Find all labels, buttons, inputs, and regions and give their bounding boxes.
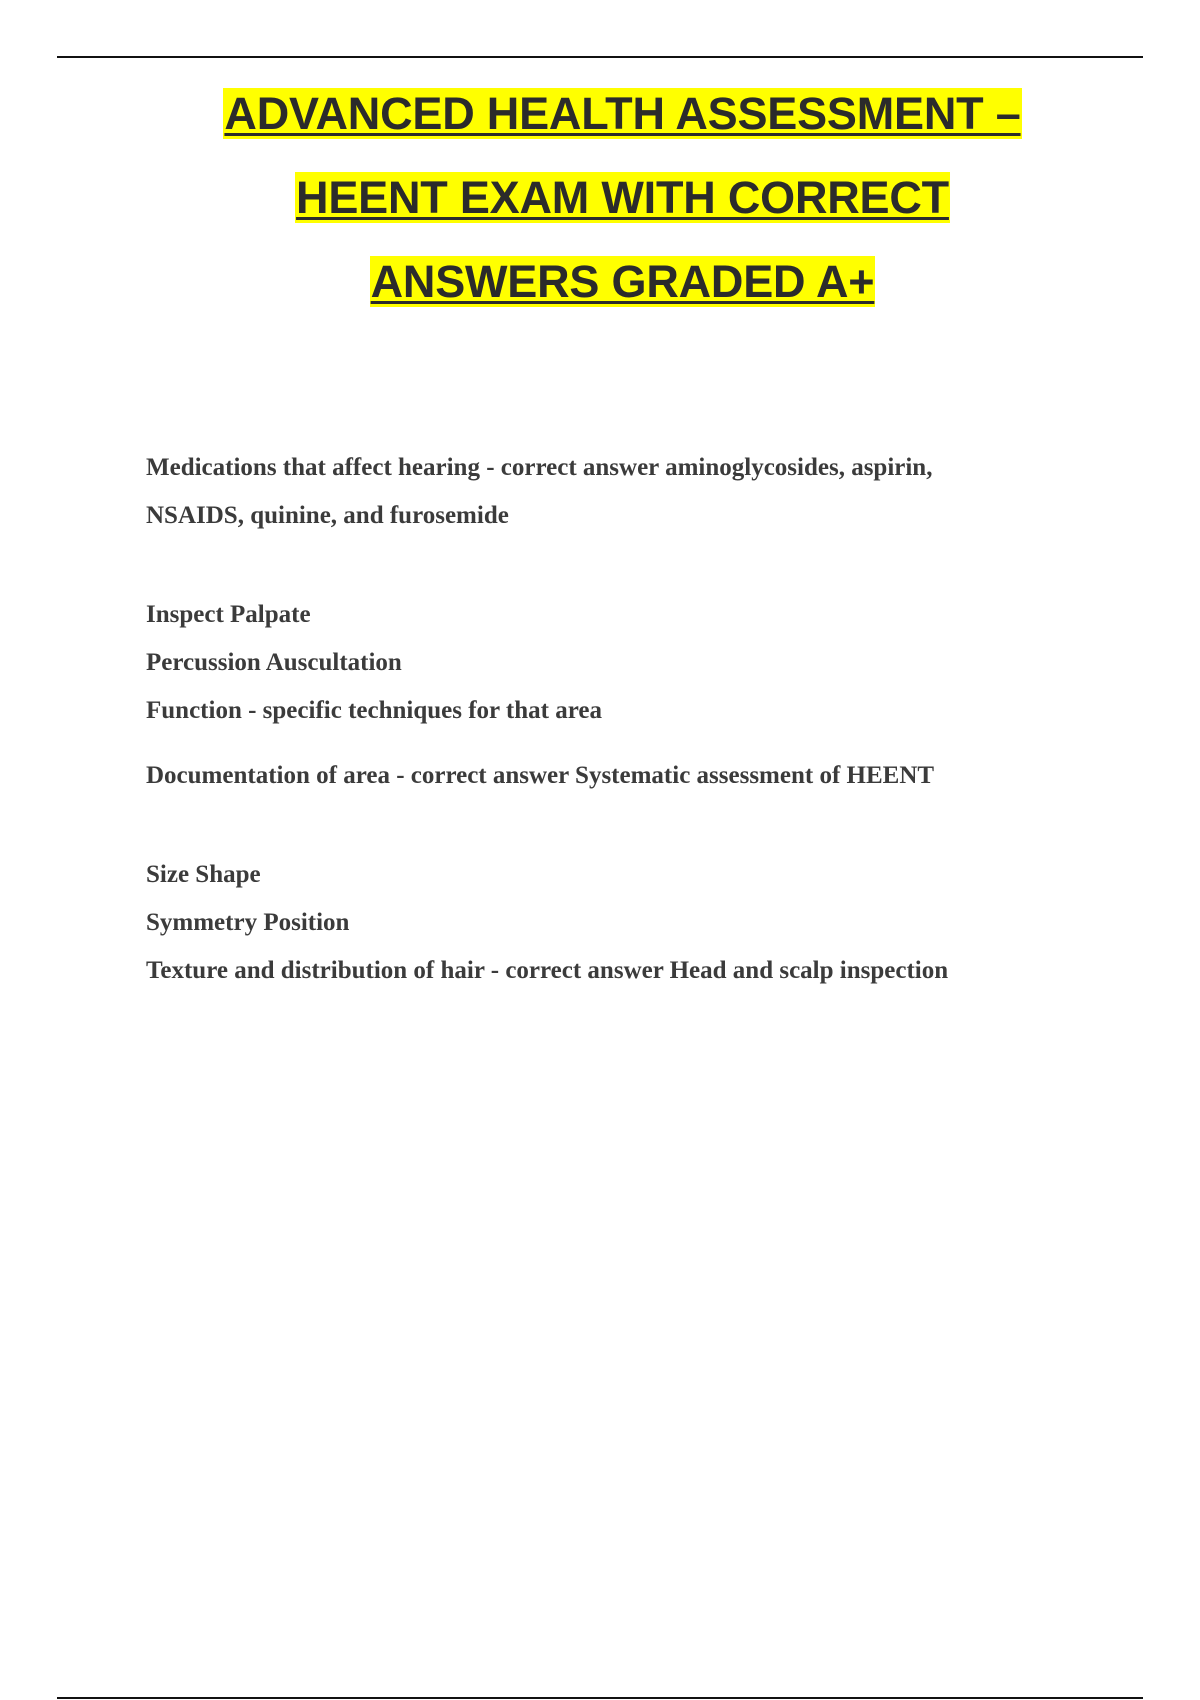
qa-line-percussion: Percussion Auscultation xyxy=(146,649,402,676)
title-line-text: ANSWERS GRADED A+ xyxy=(370,256,875,307)
qa-line-documentation: Documentation of area - correct answer Systematic assessment of HEENT xyxy=(146,762,935,789)
qa-line-medications: Medications that affect hearing - correct answer aminoglycosides, aspirin, xyxy=(146,454,933,481)
qa-line-inspect: Inspect Palpate xyxy=(146,601,311,628)
qa-line-texture: Texture and distribution of hair - correct answer Head and scalp inspection xyxy=(146,957,949,984)
title-line xyxy=(0,156,1200,240)
bottom-rule xyxy=(57,1697,1143,1699)
qa-line-medications-cont: NSAIDS, quinine, and furosemide xyxy=(146,502,509,529)
title-line xyxy=(0,72,1200,156)
qa-line-symmetry: Symmetry Position xyxy=(146,909,350,936)
title-line-text: HEENT EXAM WITH CORRECT xyxy=(296,172,949,223)
title-line-text: ADVANCED HEALTH ASSESSMENT – xyxy=(224,88,1021,139)
title-line xyxy=(0,240,1200,324)
document-title xyxy=(0,72,1200,324)
top-rule xyxy=(57,56,1143,58)
qa-line-size: Size Shape xyxy=(146,861,261,888)
qa-line-function: Function - specific techniques for that area xyxy=(146,697,602,724)
